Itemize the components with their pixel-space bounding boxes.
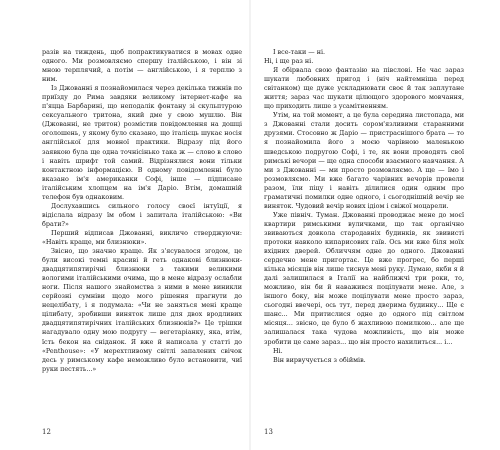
left-paragraph-5: Звісно, що значно краще. Як з'ясувалося згодом, це були високі темні красиві й геть однакові близнюки-двадцятипятирічні близнюки з такими великими вологими італійськими очима, що в мене відразу ослабли ноги. Після нашого знайомства з ними в мене виникли серйозні сумніви щодо мого рішення прагнути до нецелібату, і я подумала: «Чи не заняться мені краще цілибату, зробивши виняток лише для двох вродливих двадцятипятирічних італійських близнюків?» Це трішки нагадувало одну мою подругу — вегетаріанку, яка, втім, їсть бекон на сніданок. Я вже й написала у статті до «Penthouse»: «У мерехтливому світлі запалених свічок десь у римському кафе неможливо було встановити, чиї руки пестять...» bbox=[42, 247, 242, 373]
right-paragraph-4: Утім, на той момент, а це була середина листопада, ми з Джованні стали досить сором'язливими старанними друзями. Стосовно ж Даріо — пристраснішого брата — то я познайомила його з моєю чарівною маленькою шведською подругою Софі, і те, як вони проводять свої римські вечори — ще одна способи взаємного навчання. А ми з Джованні — ми просто розмовляємо. А ще — їмо і розмовляємо. Ми вже багато чарівних вечорів провели разом, їли піцу і навіть ділилися один одним про граматичні помилки одне одного, і сьогоднішній вечір не виняток. Чудовий вечір нових ідіом і свіжої моцарели. bbox=[264, 111, 464, 210]
left-page bbox=[42, 48, 242, 436]
right-page bbox=[264, 48, 464, 436]
right-paragraph-2: Ні, і ще раз ні. bbox=[264, 57, 314, 66]
book-gutter bbox=[249, 0, 251, 450]
left-paragraph-3: Дослухавшись сильного голосу своєї інтуїції, я відіслала відразу їм обом і запитала італійською: «Ви брати?» bbox=[42, 201, 242, 228]
right-paragraph-6: Ні. bbox=[273, 346, 283, 355]
right-paragraph-1: І все-таки — ні. bbox=[273, 48, 326, 56]
left-paragraph-4: Перший відписав Джованні, викличо стверджуючи: «Навіть краще, ми близнюки». bbox=[42, 228, 242, 246]
left-page-text bbox=[42, 48, 242, 374]
page-number-left: 12 bbox=[42, 428, 51, 436]
page-number-right: 13 bbox=[264, 428, 273, 436]
right-paragraph-3: Я обірвала свою фантазію на півслові. Не час зараз шукати любовних пригод і (ніч найтемніша перед світанком) ще дуже ускладнювати своє й так заплутане життя; зараз час шукати цілющого здорового мовчання, що приходить лише з усамітненням. bbox=[264, 66, 464, 111]
right-paragraph-7: Він вирвучується з обіймів. bbox=[273, 355, 366, 364]
right-page-text bbox=[264, 48, 464, 365]
left-paragraph-1: разів на тиждень, щоб попрактикуватися в мовах одне одного. Ми розмовляємо спершу італійською, і він зі мною терплячий, а потім — англійською, і я терплю з ним. bbox=[42, 48, 242, 84]
left-paragraph-2: Із Джованні я познайомилася через декілька тижнів по приїзду до Рима завдяки великому інтернет-кафе на п'яцца Барбарині, що неподалік фонтану зі скульптурою сексуального тритона, який дме у свою мушлю. Він (Джованні, не тритон) розмістив повідомлення на дошці оголошень, у якому було сказано, що італієць шукає носія англійської для мовної практики. Відразу під його заявкою була ще одна точнісінько така ж — слово в слово і навіть шрифт той самий. Відрізнялися вони тільки контактною інформацією. В одному повідомленні було вказано ім'я американки Софі, інше — підписане італійським хлопцем на ім'я Даріо. Втім, домашній телефон був однаковим. bbox=[42, 84, 242, 201]
right-paragraph-5: Уже північ. Туман. Джованні проводжає мене до моєї квартири римськими вуличками, що так органічно звиваються довкола стародавніх будинків, як звивисті протоки навколо кипарисових гаїв. Ось ми вже біля моїх вхідних дверей. Обличчям одне до одного. Джованні сердечно мене пригортає. Це вже прогрес, бо перші кілька місяців він лише тиснув мені руку. Думаю, якби я й далі залишилася в Італії на найближчі три роки, то, можливо, він би й наважився поцілувати мене. Але, з іншого боку, він може поцілувати мене просто зараз, сьогодні ввечері, ось тут, перед дверима будинку... Ще є шанс... Ми притислися одне до одного під світлом місяця... звісно, це було б жахливою помилкою... але ще залишалася така чудова можливість, що він може зробити це саме зараз... що він просто нахилиться... і... bbox=[264, 210, 464, 346]
